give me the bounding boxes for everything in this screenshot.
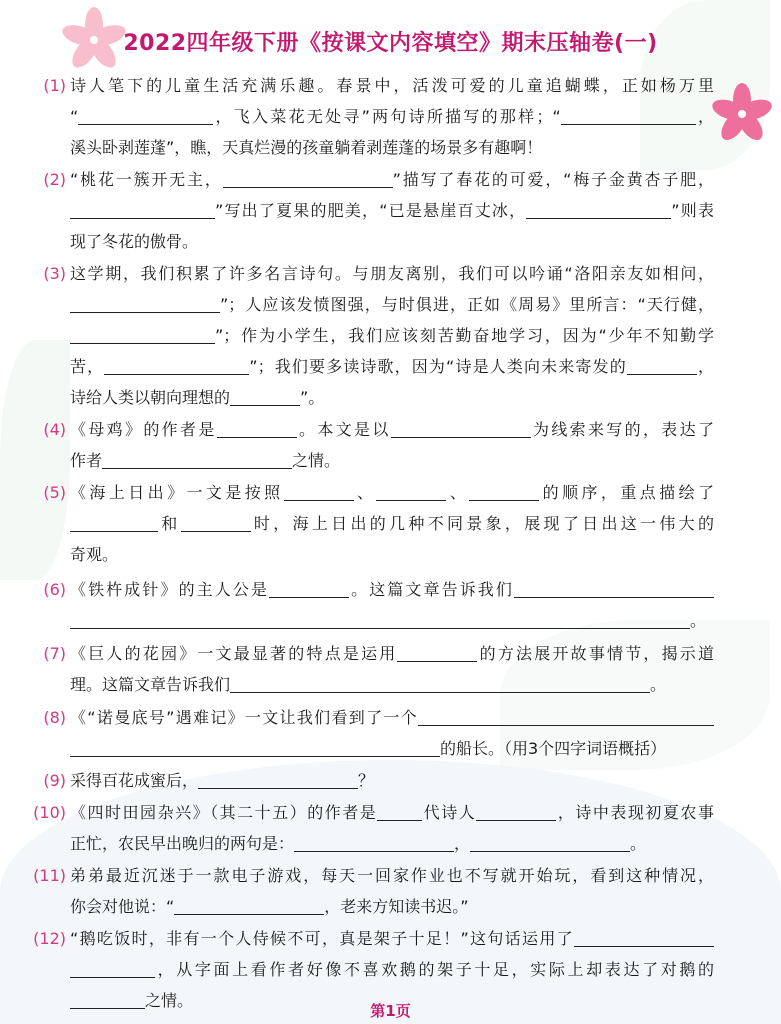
question-text: 奇观。 — [70, 545, 119, 564]
question-3 — [12, 258, 714, 413]
question-8 — [12, 702, 714, 764]
answer-blank[interactable] — [174, 894, 324, 915]
question-text: 。这篇文章告诉我们 — [349, 580, 514, 599]
question-line — [70, 289, 714, 320]
answer-blank[interactable] — [469, 480, 539, 501]
page-title: 2022四年级下册《按课文内容填空》期末压轴卷(一) — [123, 31, 658, 56]
question-line — [70, 860, 714, 891]
question-text: ？ — [358, 771, 375, 790]
question-text: 《铁杵成针》的主人公是 — [70, 580, 270, 599]
question-text: 诗给人类以朝向理想的 — [70, 388, 231, 407]
answer-blank[interactable] — [391, 417, 531, 438]
question-text: 为线索来写的，表达了 — [530, 420, 714, 439]
question-text: ，老来方知读书迟。” — [324, 897, 469, 916]
answer-blank[interactable] — [198, 768, 358, 789]
question-list — [12, 70, 714, 1017]
answer-blank[interactable] — [70, 292, 220, 313]
question-line — [70, 891, 714, 922]
question-line — [70, 477, 714, 508]
answer-blank[interactable] — [397, 641, 477, 662]
question-text: ”则表 — [671, 201, 714, 220]
question-number: (2) — [43, 170, 66, 189]
question-line — [70, 954, 714, 985]
question-text: 、 — [353, 483, 377, 502]
question-text: “ — [70, 107, 79, 126]
question-line — [70, 195, 714, 226]
question-5 — [12, 477, 714, 570]
question-text: 《母鸡》的作者是 — [70, 420, 217, 439]
question-text: 你会对他说：“ — [70, 897, 175, 916]
question-text: 苦， — [70, 357, 105, 376]
answer-blank[interactable] — [223, 167, 393, 188]
question-text: 现了冬花的傲骨。 — [70, 232, 199, 251]
question-number: (11) — [33, 866, 66, 885]
answer-blank[interactable] — [230, 385, 300, 406]
answer-blank[interactable] — [377, 800, 422, 821]
question-1 — [12, 70, 714, 163]
flower-icon — [708, 80, 776, 148]
question-number: (10) — [33, 803, 66, 822]
answer-blank[interactable] — [181, 511, 251, 532]
question-line — [70, 226, 714, 257]
question-text: 和 — [158, 514, 181, 533]
question-text: 作者 — [70, 451, 103, 470]
question-text: 弟弟最近沉迷于一款电子游戏，每天一回家作业也不写就开始玩，看到这种情况， — [70, 866, 714, 885]
question-line — [70, 70, 714, 101]
question-text: 的船长。（用3个四字词语概括） — [440, 739, 667, 758]
question-6 — [12, 574, 714, 636]
answer-blank[interactable] — [217, 417, 297, 438]
page-number: 第1页 — [370, 1002, 411, 1020]
question-line — [70, 605, 714, 636]
answer-blank[interactable] — [526, 198, 671, 219]
question-text: 理。这篇文章告诉我们 — [70, 675, 231, 694]
question-line — [70, 508, 714, 539]
question-text: 时，海上日出的几种不同景象，展现了日出这一伟大的 — [250, 514, 714, 533]
answer-blank[interactable] — [70, 511, 158, 532]
question-text: 《四时田园杂兴》（其二十五）的作者是 — [70, 803, 378, 822]
question-2 — [12, 164, 714, 257]
question-line — [70, 414, 714, 445]
question-text: 诗人笔下的儿童生活充满乐趣。春景中，活泼可爱的儿童追蝴蝶，正如杨万里 — [70, 76, 714, 95]
question-line — [70, 797, 714, 828]
question-text: ”；我们要多读诗歌，因为“诗是人类向未来寄发的 — [249, 357, 627, 376]
answer-blank[interactable] — [284, 480, 354, 501]
answer-blank[interactable] — [418, 705, 714, 726]
answer-blank[interactable] — [269, 577, 349, 598]
question-text: 正忙，农民早出晚归的两句是： — [70, 834, 295, 853]
answer-blank[interactable] — [70, 198, 215, 219]
question-text: “鹅吃饭时，非有一个人侍候不可，真是架子十足！”这句话运用了 — [70, 929, 574, 948]
question-line — [70, 828, 714, 859]
answer-blank[interactable] — [294, 831, 454, 852]
question-text: 之情。 — [145, 991, 194, 1010]
question-number: (1) — [43, 76, 66, 95]
question-line — [70, 638, 714, 669]
question-number: (4) — [43, 420, 66, 439]
question-number: (9) — [43, 771, 66, 790]
question-line — [70, 669, 714, 700]
answer-blank[interactable] — [102, 448, 292, 469]
question-7 — [12, 638, 714, 700]
question-text: 之情。 — [292, 451, 341, 470]
question-line — [70, 733, 714, 764]
answer-blank[interactable] — [574, 926, 714, 947]
question-11 — [12, 860, 714, 922]
question-9 — [12, 765, 714, 796]
question-text: ”。 — [300, 388, 325, 407]
question-number: (5) — [43, 483, 66, 502]
question-text: 的顺序，重点描绘了 — [539, 483, 714, 502]
answer-blank[interactable] — [627, 354, 697, 375]
question-text: 代诗人 — [422, 803, 477, 822]
question-text: 。本文是以 — [296, 420, 391, 439]
question-text: 《巨人的花园》一文最显著的特点是运用 — [70, 644, 398, 663]
question-text: ”描写了春花的可爱，“梅子金黄杏子肥， — [392, 170, 714, 189]
question-text: ， — [454, 834, 471, 853]
answer-blank[interactable] — [514, 577, 714, 598]
question-line — [70, 258, 714, 289]
answer-blank[interactable] — [70, 608, 690, 629]
question-number: (3) — [43, 264, 66, 283]
question-text: 、 — [446, 483, 470, 502]
question-text: ”写出了夏果的肥美，“已是悬崖百丈冰， — [215, 201, 527, 220]
answer-blank[interactable] — [70, 736, 440, 757]
answer-blank[interactable] — [230, 672, 650, 693]
question-text: ，飞入菜花无处寻”两句诗所描写的那样；“ — [213, 107, 561, 126]
question-text: 《海上日出》一文是按照 — [70, 483, 284, 502]
answer-blank[interactable] — [70, 323, 215, 344]
question-text: ，从字面上看作者好像不喜欢鹅的架子十足，实际上却表达了对鹅的 — [155, 960, 714, 979]
question-text: 。 — [630, 834, 647, 853]
question-line — [70, 702, 714, 733]
question-line — [70, 445, 714, 476]
question-number: (12) — [33, 929, 66, 948]
answer-blank[interactable] — [104, 354, 249, 375]
question-text: ”；作为小学生，我们应该刻苦勤奋地学习，因为“少年不知勤学 — [215, 326, 714, 345]
question-4 — [12, 414, 714, 476]
question-line — [70, 539, 714, 570]
answer-blank[interactable] — [561, 104, 696, 125]
question-text: 。 — [650, 675, 667, 694]
question-line — [70, 574, 714, 605]
question-line — [70, 101, 714, 132]
question-line — [70, 351, 714, 382]
question-text: 这学期，我们积累了许多名言诗句。与朋友离别，我们可以吟诵“洛阳亲友如相问， — [70, 264, 714, 283]
question-line — [70, 132, 714, 163]
question-text: 《“诺曼底号”遇难记》一文让我们看到了一个 — [70, 708, 418, 727]
question-text: “桃花一簇开无主， — [70, 170, 223, 189]
question-line — [70, 923, 714, 954]
answer-blank[interactable] — [70, 957, 155, 978]
answer-blank[interactable] — [78, 104, 213, 125]
question-text: ，诗中表现初夏农事 — [556, 803, 714, 822]
question-line — [70, 765, 714, 796]
question-text: 的方法展开故事情节，揭示道 — [477, 644, 714, 663]
answer-blank[interactable] — [476, 800, 556, 821]
answer-blank[interactable] — [376, 480, 446, 501]
answer-blank[interactable] — [470, 831, 630, 852]
question-line — [70, 320, 714, 351]
question-text: 溪头卧剥莲蓬”，瞧，天真烂漫的孩童躺着剥莲蓬的场景多有趣啊！ — [70, 138, 543, 157]
question-text: ”；人应该发愤图强，与时俱进，正如《周易》里所言：“天行健， — [220, 295, 714, 314]
question-text: ， — [695, 107, 714, 126]
question-text: 采得百花成蜜后， — [70, 771, 199, 790]
question-text: ， — [696, 357, 714, 376]
question-10 — [12, 797, 714, 859]
question-line — [70, 382, 714, 413]
question-text: 。 — [690, 611, 707, 630]
question-line — [70, 164, 714, 195]
question-number: (7) — [43, 644, 66, 663]
question-number: (8) — [43, 708, 66, 727]
question-number: (6) — [43, 580, 66, 599]
